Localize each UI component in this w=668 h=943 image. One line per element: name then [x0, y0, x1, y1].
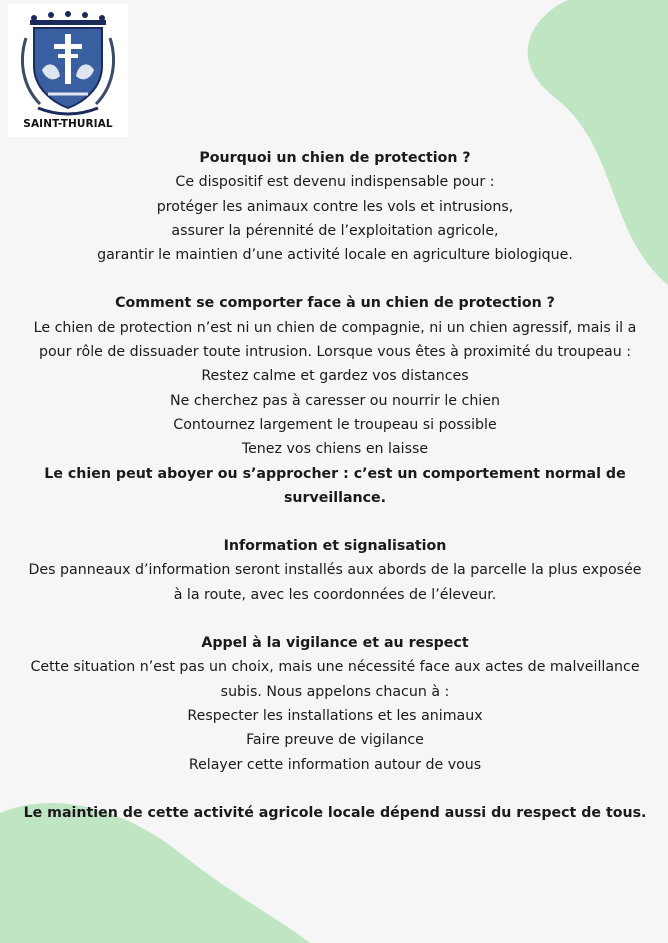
- list-item: assurer la pérennité de l’exploitation agricole,: [171, 222, 499, 239]
- section-text: Le chien de protection n’est ni un chien de compagnie, ni un chien agressif, mais il a: [33, 319, 637, 336]
- section-text: à la route, avec les coordonnées de l’éleveur.: [173, 586, 497, 603]
- logo-caption: SAINT-THURIAL: [23, 118, 113, 130]
- behaviour-note: Le chien peut aboyer ou s’approcher : c’est un comportement normal de: [44, 465, 626, 482]
- list-item: Contournez largement le troupeau si possible: [173, 416, 497, 433]
- list-item: Faire preuve de vigilance: [246, 732, 424, 749]
- section-text: pour rôle de dissuader toute intrusion. Lorsque vous êtes à proximité du troupeau :: [38, 344, 632, 361]
- list-item: protéger les animaux contre les vols et intrusions,: [156, 198, 514, 215]
- flyer-content: [14, 146, 656, 825]
- closing-statement: Le maintien de cette activité agricole locale dépend aussi du respect de tous.: [23, 804, 647, 821]
- section-text: Ce dispositif est devenu indispensable pour :: [175, 174, 495, 191]
- section-text: Des panneaux d’information seront installés aux abords de la parcelle la plus exposée: [28, 562, 642, 579]
- section-heading-information: Information et signalisation: [223, 538, 447, 555]
- section-text: subis. Nous appelons chacun à :: [220, 683, 450, 700]
- section-text: Cette situation n’est pas un choix, mais une nécessité face aux actes de malveillance: [30, 659, 640, 676]
- section-heading-behaviour: Comment se comporter face à un chien de protection ?: [115, 295, 555, 312]
- coat-of-arms-icon: [18, 8, 118, 116]
- behaviour-note: surveillance.: [283, 489, 387, 506]
- list-item: Tenez vos chiens en laisse: [241, 441, 429, 458]
- list-item: Ne cherchez pas à caresser ou nourrir le chien: [170, 392, 500, 409]
- list-item: Respecter les installations et les animaux: [187, 707, 483, 724]
- municipality-logo: [8, 4, 128, 137]
- list-item: garantir le maintien d’une activité locale en agriculture biologique.: [97, 247, 573, 264]
- list-item: Relayer cette information autour de vous: [188, 756, 482, 773]
- list-item: Restez calme et gardez vos distances: [201, 368, 469, 385]
- section-heading-why: Pourquoi un chien de protection ?: [199, 150, 471, 166]
- section-heading-vigilance: Appel à la vigilance et au respect: [201, 635, 469, 652]
